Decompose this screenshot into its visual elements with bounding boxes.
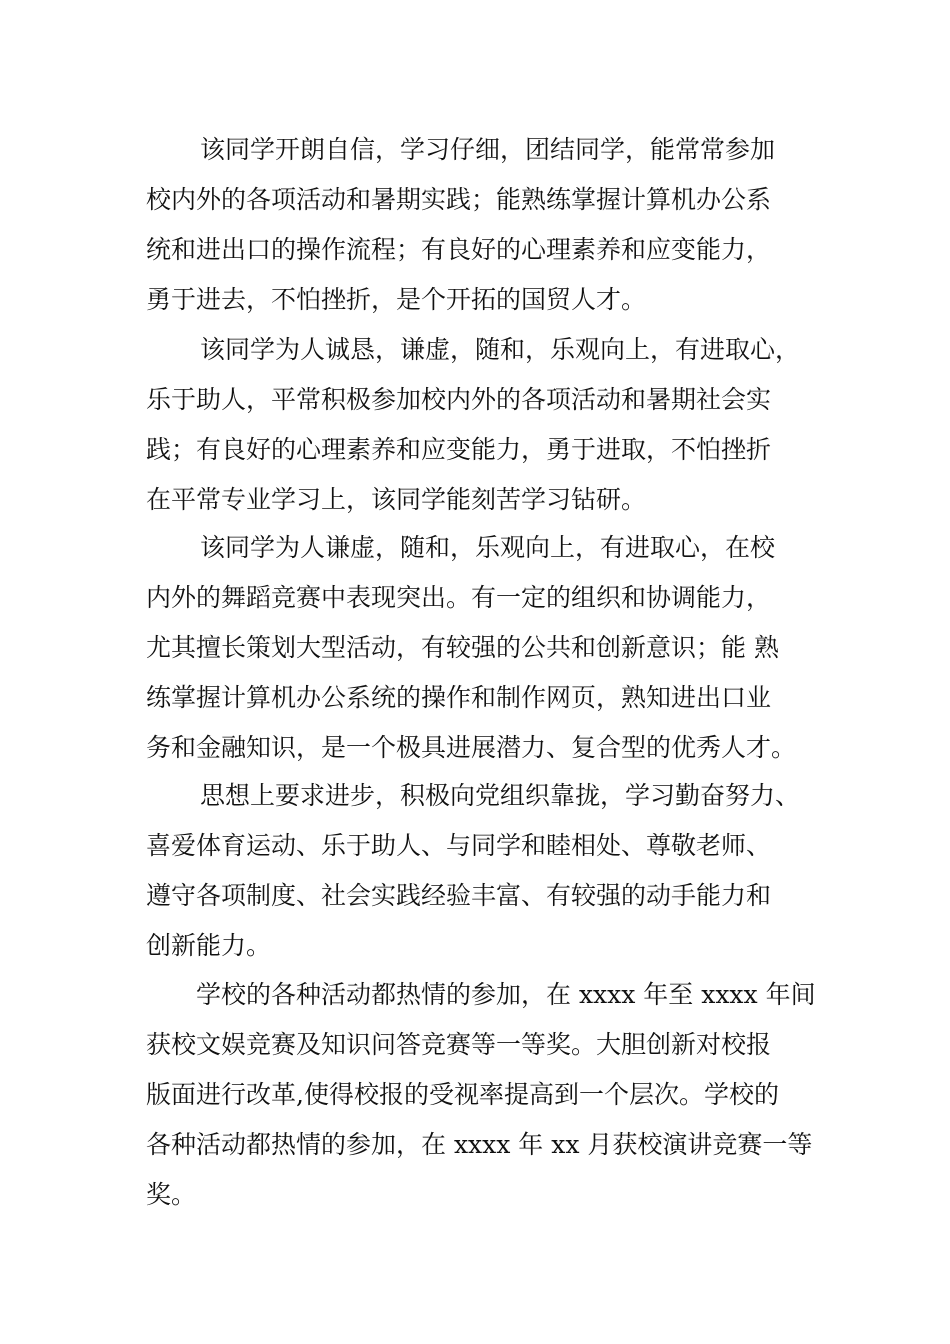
paragraph-line: 喜爱体育运动、乐于助人、与同学和睦相处、尊敬老师、 [146,831,772,860]
paragraph-line: 勇于进去，不怕挫折，是个开拓的国贸人才。 [146,285,647,314]
paragraph-line: 践；有良好的心理素养和应变能力，勇于进取，不怕挫折 [146,435,772,464]
paragraph-line: 获校文娱竞赛及知识问答竞赛等一等奖。大胆创新对校报 [146,1030,772,1059]
paragraph-line: 务和金融知识，是一个极具进展潜力、复合型的优秀人才。 [146,733,797,762]
paragraph-line: 思想上要求进步，积极向党组织靠拢，学习勤奋努力、 [200,781,801,810]
paragraph-line: 乐于助人，平常积极参加校内外的各项活动和暑期社会实 [146,385,772,414]
paragraph-line: 校内外的各项活动和暑期实践；能熟练掌握计算机办公系 [146,185,772,214]
paragraph-line: 在平常专业学习上，该同学能刻苦学习钻研。 [146,485,647,514]
paragraph-line: 练掌握计算机办公系统的操作和制作网页，熟知进出口业 [146,683,772,712]
paragraph-line: 统和进出口的操作流程；有良好的心理素养和应变能力， [146,235,772,264]
paragraph-line: 该同学开朗自信，学习仔细，团结同学，能常常参加 [200,135,776,164]
paragraph-line: 创新能力。 [146,931,272,960]
paragraph-line: 版面进行改革,使得校报的受视率提高到一个层次。学校的 [146,1080,779,1109]
paragraph-line: 遵守各项制度、社会实践经验丰富、有较强的动手能力和 [146,881,772,910]
paragraph-line: 该同学为人诚恳，谦虚，随和，乐观向上，有进取心， [200,335,801,364]
paragraph-line: 该同学为人谦虚，随和，乐观向上，有进取心，在校 [200,533,776,562]
paragraph-line: 各种活动都热情的参加，在 xxxx 年 xx 月获校演讲竞赛一等 [146,1130,813,1159]
paragraph-line: 内外的舞蹈竞赛中表现突出。有一定的组织和协调能力， [146,583,772,612]
paragraph-line: 尤其擅长策划大型活动，有较强的公共和创新意识；能 熟 [146,633,779,662]
paragraph-line: 奖。 [146,1180,197,1209]
paragraph-line: 学校的各种活动都热情的参加，在 xxxx 年至 xxxx 年间 [196,980,816,1009]
